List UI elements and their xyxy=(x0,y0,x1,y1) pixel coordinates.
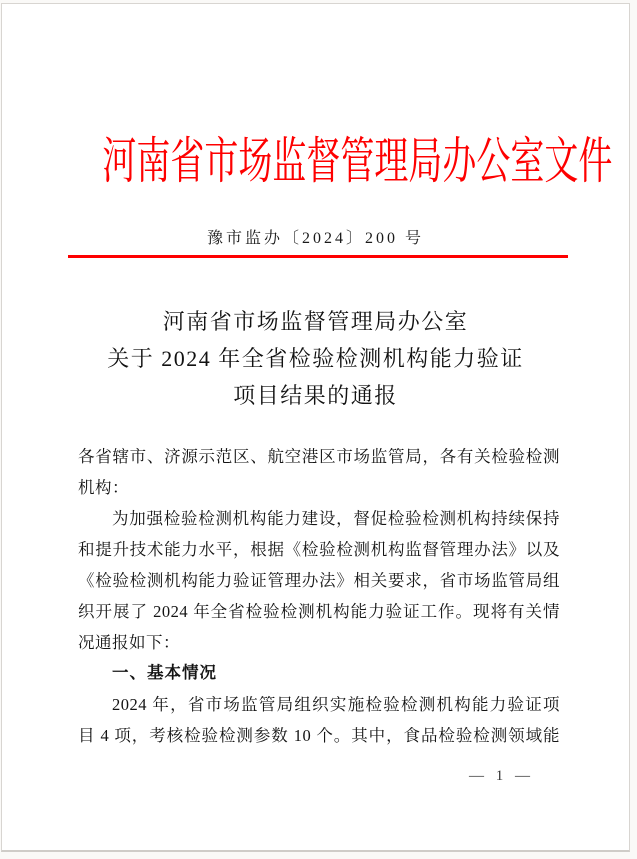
page-number: — 1 — xyxy=(469,768,534,784)
body-line: 织开展了 2024 年全省检验检测机构能力验证工作。现将有关情 xyxy=(78,602,560,621)
body-line: 《检验检测机构能力验证管理办法》相关要求，省市场监管局组 xyxy=(78,571,560,590)
document-body xyxy=(78,441,560,751)
body-line: 2024 年，省市场监管局组织实施检验检测机构能力验证项 xyxy=(112,695,560,714)
document-page xyxy=(1,3,630,852)
document-title xyxy=(2,303,629,414)
body-line: 况通报如下： xyxy=(78,633,180,652)
body-line: 机构： xyxy=(78,478,129,497)
body-line: 目 4 项，考核检验检测参数 10 个。其中，食品检验检测领域能 xyxy=(78,726,560,745)
red-letterhead-title: 河南省市场监督管理局办公室文件 xyxy=(102,133,613,189)
body-line: 各省辖市、济源示范区、航空港区市场监管局，各有关检验检测 xyxy=(78,447,560,466)
document-number: 豫市监办〔2024〕200 号 xyxy=(206,230,424,247)
title-line: 河南省市场监督管理局办公室 xyxy=(162,309,469,334)
red-divider-line xyxy=(68,255,568,258)
title-line: 项目结果的通报 xyxy=(233,383,398,408)
body-line: 和提升技术能力水平，根据《检验检测机构监督管理办法》以及 xyxy=(78,540,560,559)
body-line: 为加强检验检测机构能力建设，督促检验检测机构持续保持 xyxy=(112,509,560,528)
section-heading-basic-info: 一、基本情况 xyxy=(112,664,217,682)
title-line: 关于 2024 年全省检验检测机构能力验证 xyxy=(107,346,524,371)
